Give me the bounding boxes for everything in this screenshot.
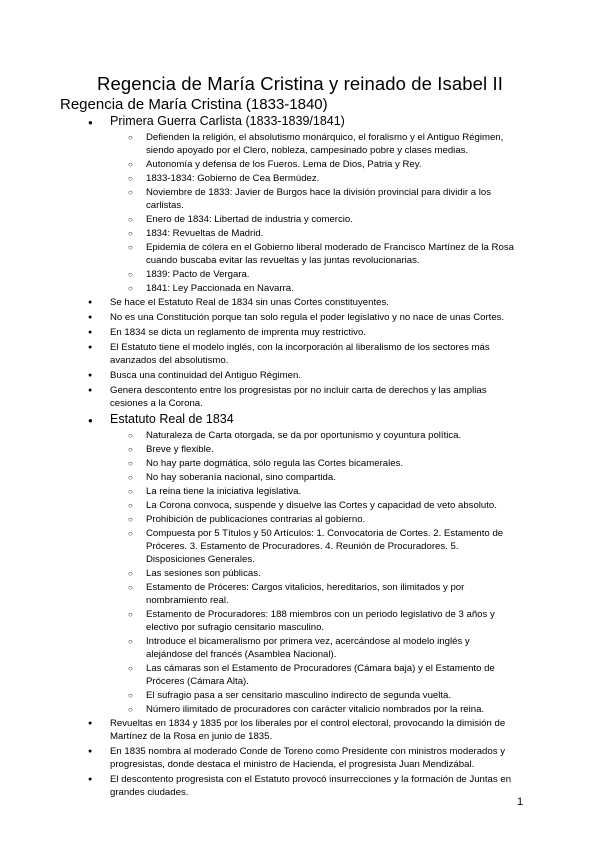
list-item: ○ Las cámaras son el Estamento de Procuradores (Cámara baja) y el Estamento de Próceres (Cámara Alta). (0, 662, 600, 688)
document-body (0, 114, 600, 801)
sublist-container (0, 429, 600, 716)
outline-list (0, 114, 600, 799)
list-item: ● En 1834 se dicta un reglamento de imprenta muy restrictivo. (0, 326, 600, 339)
list-item: ○ Compuesta por 5 Títulos y 50 Artículos: 1. Convocatoria de Cortes. 2. Estamento de Próceres. 3. Estamento de Procuradores. 4. Reunión de Procuradores. 5. Disposiciones Generales. (0, 527, 600, 566)
list-item: ○ 1834: Revueltas de Madrid. (0, 227, 600, 240)
list-item: ○ La Corona convoca, suspende y disuelve las Cortes y capacidad de veto absoluto. (0, 499, 600, 512)
carlista-sublist (0, 131, 600, 295)
list-item: ○ La reina tiene la iniciativa legislativa. (0, 485, 600, 498)
estatuto-sublist (0, 429, 600, 716)
list-item: ○ Autonomía y defensa de los Fueros. Lema de Dios, Patria y Rey. (0, 158, 600, 171)
list-item: ○ No hay parte dogmática, sólo regula las Cortes bicamerales. (0, 457, 600, 470)
list-item: ○ Noviembre de 1833: Javier de Burgos hace la división provincial para dividir a los carlistas. (0, 186, 600, 212)
list-item: ● En 1835 nombra al moderado Conde de Toreno como Presidente con ministros moderados y progresistas, donde destaca el ministro de Hacienda, el progresista Juan Mendizábal. (0, 745, 600, 771)
list-item: ○ Las sesiones son públicas. (0, 567, 600, 580)
list-item: ○ Epidemia de cólera en el Gobierno liberal moderado de Francisco Martínez de la Rosa cuando buscaba evitar las revueltas y las juntas revolucionarias. (0, 241, 600, 267)
list-item: ○ Número ilimitado de procuradores con carácter vitalicio nombrados por la reina. (0, 703, 600, 716)
bullet-heading-text: Primera Guerra Carlista (1833-1839/1841) (110, 114, 345, 128)
bullet-heading-text: Estatuto Real de 1834 (110, 412, 234, 426)
section-heading-regencia: Regencia de María Cristina (1833-1840) (60, 96, 328, 113)
list-item: ○ Enero de 1834: Libertad de industria y comercio. (0, 213, 600, 226)
list-item: ● Revueltas en 1834 y 1835 por los liberales por el control electoral, provocando la dimisión de Martínez de la Rosa en junio de 1835. (0, 717, 600, 743)
list-item: ○ Estamento de Próceres: Cargos vitalicios, hereditarios, son ilimitados y por nombramiento real. (0, 581, 600, 607)
list-item: ● Genera descontento entre los progresistas por no incluir carta de derechos y las amplias cesiones a la Corona. (0, 384, 600, 410)
list-item: ○ Breve y flexible. (0, 443, 600, 456)
list-item: ○ El sufragio pasa a ser censitario masculino indirecto de segunda vuelta. (0, 689, 600, 702)
list-item: ○ 1841: Ley Paccionada en Navarra. (0, 282, 600, 295)
bullet-heading-carlista (0, 114, 600, 129)
list-item: ○ 1839: Pacto de Vergara. (0, 268, 600, 281)
page-number: 1 (517, 796, 524, 808)
sublist-container (0, 131, 600, 295)
list-item: ○ Estamento de Procuradores: 188 miembros con un periodo legislativo de 3 años y electivo por sufragio censitario masculino. (0, 608, 600, 634)
bullet-heading-estatuto (0, 412, 600, 427)
list-item: ● Busca una continuidad del Antiguo Régimen. (0, 369, 600, 382)
list-item: ● El descontento progresista con el Estatuto provocó insurrecciones y la formación de Juntas en grandes ciudades. (0, 773, 600, 799)
list-item: ○ 1833-1834: Gobierno de Cea Bermúdez. (0, 172, 600, 185)
list-item: ○ Introduce el bicameralismo por primera vez, acercándose al modelo inglés y alejándose del francés (Asamblea Nacional). (0, 635, 600, 661)
list-item: ● El Estatuto tiene el modelo inglés, con la incorporación al liberalismo de los sectores más avanzados del absolutismo. (0, 341, 600, 367)
page-title: Regencia de María Cristina y reinado de Isabel II (97, 73, 503, 94)
list-item: ● Se hace el Estatuto Real de 1834 sin unas Cortes constituyentes. (0, 296, 600, 309)
list-item: ○ Prohibición de publicaciones contrarias al gobierno. (0, 513, 600, 526)
list-item: ○ Defienden la religión, el absolutismo monárquico, el foralismo y el Antiguo Régimen, siendo apoyado por el Clero, nobleza, campesinado pobre y clases medias. (0, 131, 600, 157)
list-item: ● No es una Constitución porque tan solo regula el poder legislativo y no nace de unas Cortes. (0, 311, 600, 324)
list-item: ○ Naturaleza de Carta otorgada, se da por oportunismo y coyuntura política. (0, 429, 600, 442)
list-item: ○ No hay soberanía nacional, sino compartida. (0, 471, 600, 484)
